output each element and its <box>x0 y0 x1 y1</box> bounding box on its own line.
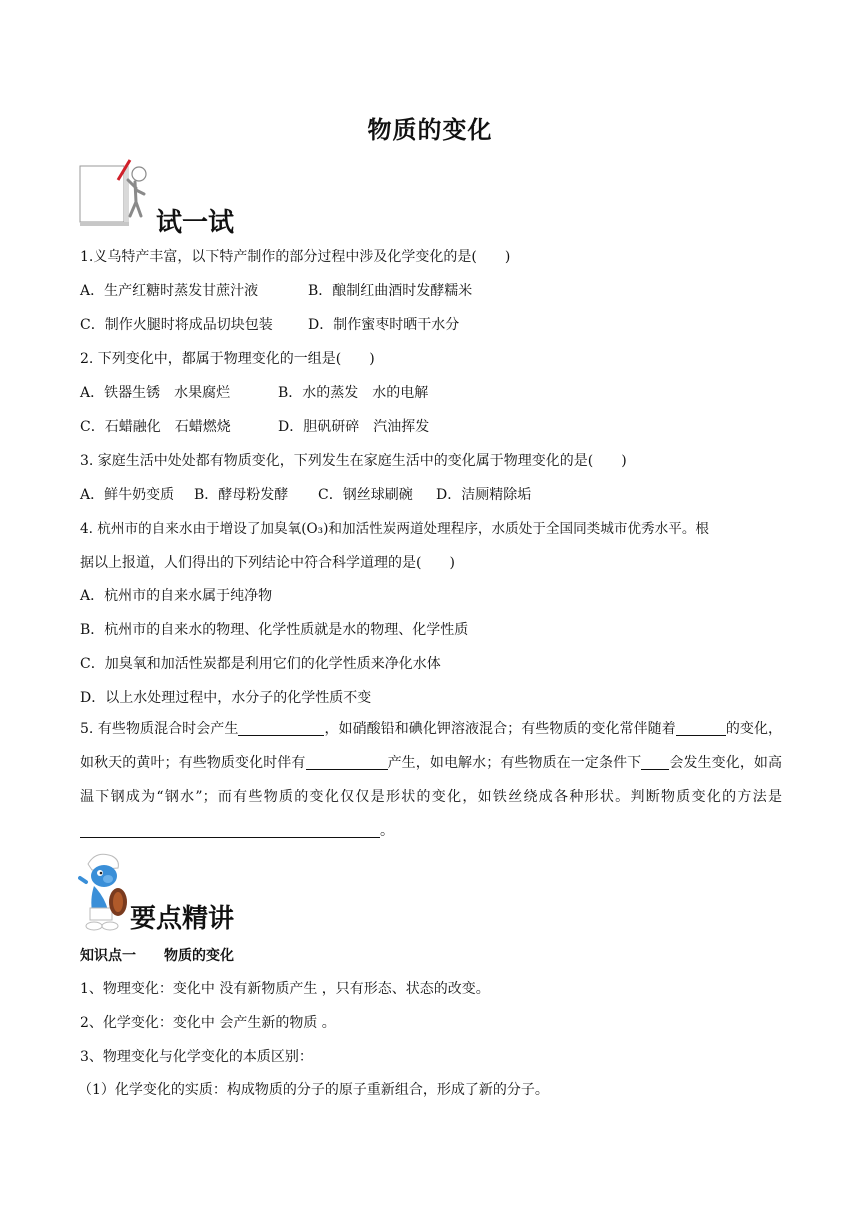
q4-option-b: B．杭州市的自来水的物理、化学性质就是水的物理、化学性质 <box>80 622 469 638</box>
q2-option-a: A．铁器生锈 水果腐烂 <box>80 385 231 401</box>
q5-text-5: 会发生变化，如高温下钢成为“钢水”；而有些物质的变化仅仅是形状的变化，如铁丝绕成各种形状。判断物质变化的方法是 <box>80 755 783 805</box>
q3-option-b: B．酵母粉发酵 <box>194 487 289 503</box>
q5-text-3: 的变化，如秋天的黄叶；有些物质变化时伴有 <box>80 721 783 771</box>
q2-stem: 2. 下列变化中，都属于物理变化的一组是( ) <box>80 351 375 367</box>
knowledge-item-2: 2、化学变化：变化中 会产生新的物质 。 <box>80 1015 336 1031</box>
q4-option-d: D．以上水处理过程中，水分子的化学性质不变 <box>80 690 372 706</box>
q1-option-b: B．酿制红曲酒时发酵糯米 <box>308 283 473 299</box>
q1-options-row1 <box>80 282 472 300</box>
q1-stem: 1.义乌特产丰富，以下特产制作的部分过程中涉及化学变化的是( ) <box>80 249 511 265</box>
q5-text-4: 产生，如电解水；有些物质在一定条件下 <box>387 755 642 771</box>
knowledge-item-1: 1、物理变化：变化中 没有新物质产生 ，只有形态、状态的改变。 <box>80 981 490 997</box>
q5-text-2: ，如硝酸铅和碘化钾溶液混合；有些物质的变化常伴随着 <box>324 721 676 737</box>
q5-text-6: 。 <box>380 823 394 839</box>
q3-stem: 3. 家庭生活中处处都有物质变化，下列发生在家庭生活中的变化属于物理变化的是( ) <box>80 453 627 469</box>
q4-option-a: A．杭州市的自来水属于纯净物 <box>80 588 273 604</box>
page-title: 物质的变化 <box>367 116 493 144</box>
q3-option-c: C．钢丝球刷碗 <box>318 487 413 503</box>
q2-option-d: D．胆矾研碎 汽油挥发 <box>278 419 430 435</box>
q4-stem-line2: 据以上报道，人们得出的下列结论中符合科学道理的是( ) <box>80 555 455 571</box>
q3-option-a: A．鲜牛奶变质 <box>80 487 175 503</box>
q2-option-c: C．石蜡融化 石蜡燃烧 <box>80 419 231 435</box>
q3-option-d: D．洁厕精除垢 <box>436 487 532 503</box>
q5-paragraph <box>80 712 782 848</box>
q5-blank-5[interactable] <box>80 823 380 838</box>
q5-blank-2[interactable] <box>676 721 726 736</box>
q5-blank-4[interactable] <box>641 755 669 770</box>
stick-figure-with-pencil-icon <box>78 158 156 228</box>
q1-option-c: C．制作火腿时将成品切块包装 <box>80 317 273 333</box>
q2-options-row1 <box>80 384 428 402</box>
q4-stem-line1: 4. 杭州市的自来水由于增设了加臭氧(O₃)和加活性炭两道处理程序，水质处于全国同类城市优秀水平。根 <box>80 521 710 537</box>
knowledge-item-3: 3、物理变化与化学变化的本质区别： <box>80 1049 313 1065</box>
q5-text-1: 5. 有些物质混合时会产生 <box>80 721 239 737</box>
q1-options-row2 <box>80 316 459 334</box>
q2-options-row2 <box>80 418 429 436</box>
q4-option-c: C．加臭氧和加活性炭都是利用它们的化学性质来净化水体 <box>80 656 441 672</box>
smurf-cartoon-icon <box>78 850 132 932</box>
q3-options-row <box>80 486 531 504</box>
knowledge-item-4: （1）化学变化的实质：构成物质的分子的原子重新组合，形成了新的分子。 <box>78 1082 549 1098</box>
q5-blank-3[interactable] <box>306 755 388 770</box>
q2-option-b: B．水的蒸发 水的电解 <box>278 385 429 401</box>
q1-option-d: D．制作蜜枣时晒干水分 <box>308 317 460 333</box>
section-heading-try: 试一试 <box>156 208 235 238</box>
section-heading-key-points: 要点精讲 <box>130 904 235 934</box>
q1-option-a: A．生产红糖时蒸发甘蔗汁液 <box>80 283 259 299</box>
knowledge-point-heading: 知识点一 物质的变化 <box>80 948 234 964</box>
q5-blank-1[interactable] <box>238 721 324 736</box>
